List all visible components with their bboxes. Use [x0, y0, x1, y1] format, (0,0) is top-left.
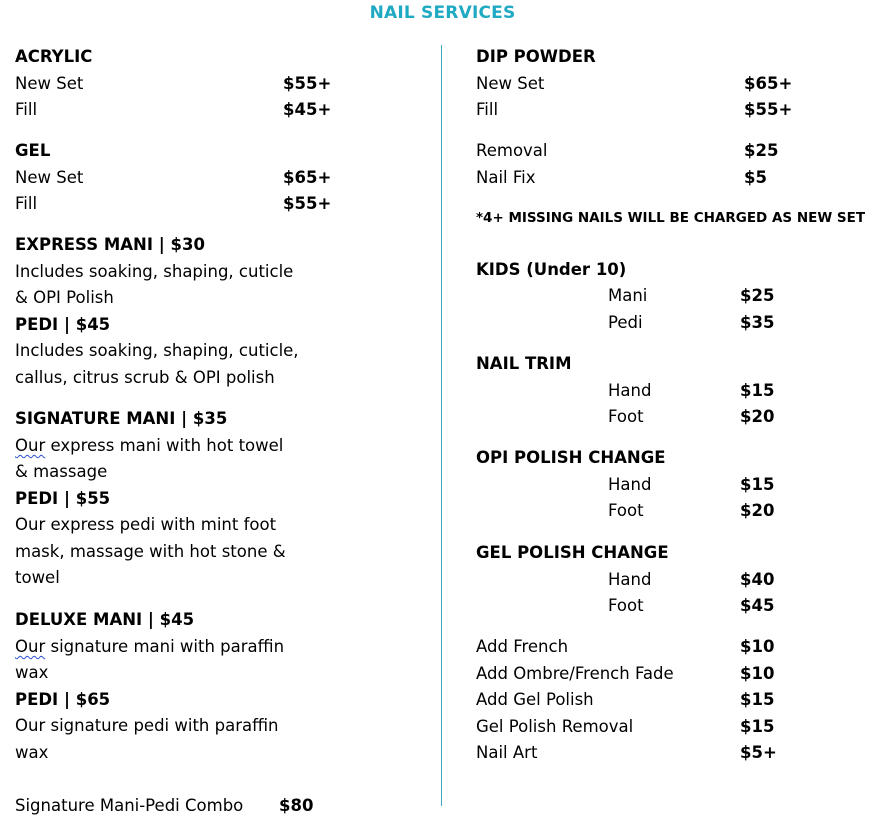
dip-nail-fix-price: $5: [744, 168, 767, 187]
spellcheck-word: Our: [15, 436, 46, 455]
dip-new-set-price: $65+: [744, 74, 793, 93]
dip-new-set-label: New Set: [476, 74, 545, 93]
gel-fill-price: $55+: [283, 194, 332, 213]
missing-nails-note: *4+ MISSING NAILS WILL BE CHARGED AS NEW SET: [476, 210, 866, 226]
addon-label: Nail Art: [476, 743, 538, 762]
gel-change-foot-label: Foot: [608, 596, 644, 615]
dip-nail-fix-label: Nail Fix: [476, 168, 536, 187]
trim-hand-price: $15: [740, 381, 775, 400]
nail-trim-heading: NAIL TRIM: [476, 354, 572, 373]
addon-label: Gel Polish Removal: [476, 717, 634, 736]
page-title: NAIL SERVICES: [369, 3, 516, 23]
combo-label: Signature Mani-Pedi Combo: [15, 796, 244, 815]
trim-foot-price: $20: [740, 407, 775, 426]
opi-polish-heading: OPI POLISH CHANGE: [476, 448, 666, 467]
dip-removal-label: Removal: [476, 141, 548, 160]
gel-heading: GEL: [15, 141, 51, 160]
express-mani-desc: & OPI Polish: [15, 288, 114, 307]
addon-price: $5+: [740, 743, 777, 762]
express-pedi-desc: callus, citrus scrub & OPI polish: [15, 368, 275, 387]
kids-pedi-price: $35: [740, 313, 775, 332]
dip-fill-price: $55+: [744, 100, 793, 119]
gel-change-hand-label: Hand: [608, 570, 652, 589]
kids-heading: KIDS (Under 10): [476, 260, 627, 279]
acrylic-new-set-label: New Set: [15, 74, 84, 93]
spellcheck-word: Our: [15, 637, 46, 656]
trim-hand-label: Hand: [608, 381, 652, 400]
acrylic-fill-label: Fill: [15, 100, 38, 119]
gel-change-hand-price: $40: [740, 570, 775, 589]
gel-fill-label: Fill: [15, 194, 38, 213]
signature-mani-heading: SIGNATURE MANI | $35: [15, 409, 228, 428]
opi-hand-price: $15: [740, 475, 775, 494]
kids-pedi-label: Pedi: [608, 313, 643, 332]
signature-mani-desc: & massage: [15, 462, 108, 481]
addon-price: $10: [740, 664, 775, 683]
deluxe-mani-desc: wax: [15, 663, 49, 682]
deluxe-pedi-desc: Our signature pedi with paraffin: [15, 716, 279, 735]
signature-pedi-heading: PEDI | $55: [15, 489, 111, 508]
deluxe-mani-heading: DELUXE MANI | $45: [15, 610, 195, 629]
addon-label: Add Ombre/French Fade: [476, 664, 674, 683]
gel-new-set-price: $65+: [283, 168, 332, 187]
kids-mani-label: Mani: [608, 286, 648, 305]
acrylic-fill-price: $45+: [283, 100, 332, 119]
deluxe-pedi-desc: wax: [15, 743, 49, 762]
signature-pedi-desc: towel: [15, 568, 60, 587]
addon-label: Add French: [476, 637, 569, 656]
signature-pedi-desc: mask, massage with hot stone &: [15, 542, 286, 561]
dip-powder-heading: DIP POWDER: [476, 47, 596, 66]
addon-price: $15: [740, 717, 775, 736]
signature-pedi-desc: Our express pedi with mint foot: [15, 515, 277, 534]
express-mani-heading: EXPRESS MANI | $30: [15, 235, 205, 254]
opi-foot-price: $20: [740, 501, 775, 520]
acrylic-heading: ACRYLIC: [15, 47, 93, 66]
acrylic-new-set-price: $55+: [283, 74, 332, 93]
opi-hand-label: Hand: [608, 475, 652, 494]
deluxe-pedi-heading: PEDI | $65: [15, 690, 111, 709]
gel-new-set-label: New Set: [15, 168, 84, 187]
express-pedi-desc: Includes soaking, shaping, cuticle,: [15, 341, 299, 360]
combo-price: $80: [279, 796, 314, 815]
addon-price: $15: [740, 690, 775, 709]
express-pedi-heading: PEDI | $45: [15, 315, 111, 334]
kids-mani-price: $25: [740, 286, 775, 305]
trim-foot-label: Foot: [608, 407, 644, 426]
opi-foot-label: Foot: [608, 501, 644, 520]
signature-mani-desc: Our express mani with hot towel: [15, 436, 284, 455]
deluxe-mani-desc: Our signature mani with paraffin: [15, 637, 285, 656]
dip-fill-label: Fill: [476, 100, 499, 119]
addon-price: $10: [740, 637, 775, 656]
dip-removal-price: $25: [744, 141, 779, 160]
express-mani-desc: Includes soaking, shaping, cuticle: [15, 262, 294, 281]
addon-label: Add Gel Polish: [476, 690, 594, 709]
gel-polish-heading: GEL POLISH CHANGE: [476, 543, 669, 562]
gel-change-foot-price: $45: [740, 596, 775, 615]
column-divider: [441, 45, 442, 806]
